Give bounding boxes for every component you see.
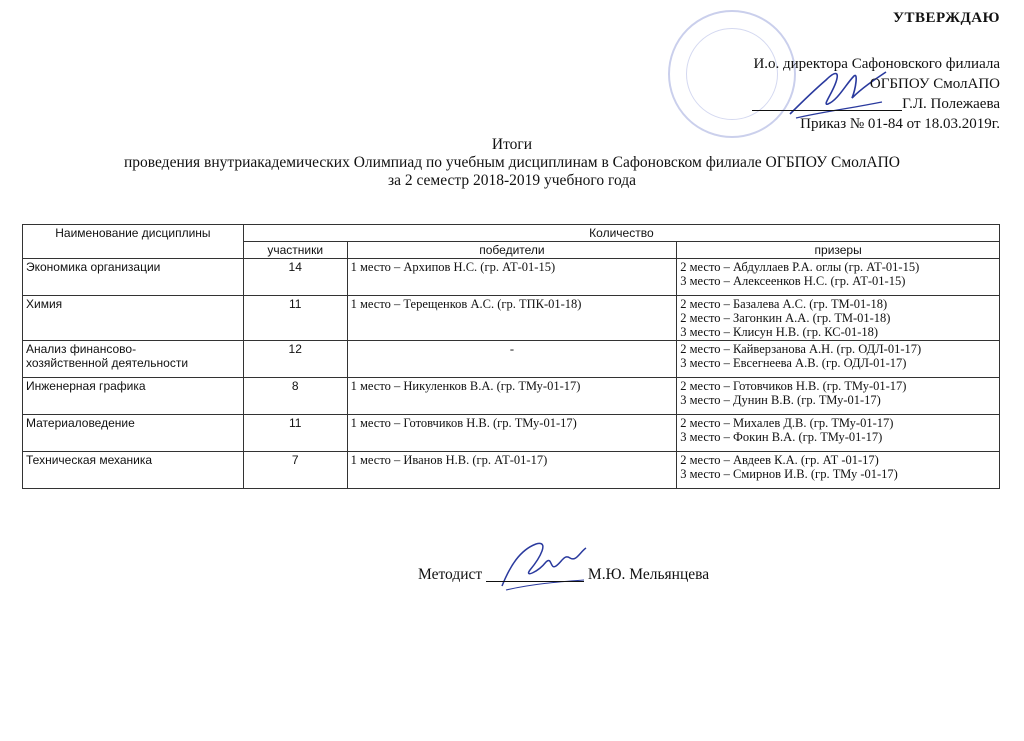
approval-order: Приказ № 01-84 от 18.03.2019г. <box>800 116 1000 132</box>
cell-participants: 8 <box>243 378 347 415</box>
cell-winners <box>347 259 677 296</box>
approval-signer: Г.Л. Полежаева <box>902 96 1000 112</box>
discipline-line: Анализ финансово- <box>26 342 137 356</box>
cell-prizewinners <box>677 341 1000 378</box>
table-row <box>23 296 1000 341</box>
prizewinner-entry: 3 место – Евсегнеева А.В. (гр. ОДЛ-01-17) <box>680 356 907 370</box>
winner-entry: 1 место – Никуленков В.А. (гр. ТМу-01-17) <box>350 379 581 393</box>
cell-prizewinners <box>677 415 1000 452</box>
cell-discipline: Химия <box>23 296 244 341</box>
cell-discipline: Техническая механика <box>23 452 244 489</box>
prizewinner-entry: 2 место – Абдуллаев Р.А. оглы (гр. АТ-01-15) <box>680 260 920 274</box>
cell-prizewinners <box>677 296 1000 341</box>
cell-participants: 11 <box>243 415 347 452</box>
header-discipline: Наименование дисциплины <box>23 225 244 259</box>
table-row <box>23 259 1000 296</box>
cell-participants: 14 <box>243 259 347 296</box>
prizewinner-entry: 2 место – Михалев Д.В. (гр. ТМу-01-17) <box>680 416 894 430</box>
winner-entry: - <box>509 342 515 356</box>
results-table <box>22 224 1000 489</box>
cell-discipline <box>23 341 244 378</box>
prizewinner-entry: 2 место – Готовчиков Н.В. (гр. ТМу-01-17) <box>680 379 907 393</box>
prizewinner-entry: 3 место – Алексеенков Н.С. (гр. АТ-01-15) <box>680 274 906 288</box>
table-row <box>23 452 1000 489</box>
table-header-row <box>23 225 1000 242</box>
approval-org: ОГБПОУ СмолАПО <box>869 76 1000 92</box>
prizewinner-entry: 3 место – Фокин В.А. (гр. ТМу-01-17) <box>680 430 883 444</box>
table-row <box>23 341 1000 378</box>
table-row <box>23 378 1000 415</box>
header-prizewinners: призеры <box>677 242 1000 259</box>
cell-winners <box>347 378 677 415</box>
cell-discipline: Экономика организации <box>23 259 244 296</box>
cell-prizewinners <box>677 259 1000 296</box>
cell-participants: 11 <box>243 296 347 341</box>
cell-winners <box>347 296 677 341</box>
cell-winners <box>347 452 677 489</box>
cell-participants: 12 <box>243 341 347 378</box>
cell-winners <box>347 415 677 452</box>
cell-discipline: Инженерная графика <box>23 378 244 415</box>
title-line-3: за 2 семестр 2018-2019 учебного года <box>387 172 637 189</box>
signature-blank <box>486 581 584 582</box>
winner-entry: 1 место – Архипов Н.С. (гр. АТ-01-15) <box>350 260 556 274</box>
winner-entry: 1 место – Терещенков А.С. (гр. ТПК-01-18) <box>350 297 582 311</box>
cell-participants: 7 <box>243 452 347 489</box>
approval-position: И.о. директора Сафоновского филиала <box>753 56 1000 72</box>
footer-signature-line <box>418 566 709 584</box>
title-line-1: Итоги <box>491 136 533 153</box>
cell-discipline: Материаловедение <box>23 415 244 452</box>
cell-winners <box>347 341 677 378</box>
cell-prizewinners <box>677 378 1000 415</box>
footer-role: Методист <box>418 566 483 583</box>
prizewinner-entry: 2 место – Кайверзанова А.Н. (гр. ОДЛ-01-17) <box>680 342 922 356</box>
prizewinner-entry: 3 место – Клисун Н.В. (гр. КС-01-18) <box>680 325 879 339</box>
header-winners: победители <box>347 242 677 259</box>
prizewinner-entry: 3 место – Дунин В.В. (гр. ТМу-01-17) <box>680 393 881 407</box>
header-participants: участники <box>243 242 347 259</box>
title-line-2: проведения внутриакадемических Олимпиад по учебным дисциплинам в Сафоновском филиале ОГБПОУ СмолАПО <box>123 154 900 171</box>
discipline-line: хозяйственной деятельности <box>26 356 189 370</box>
cell-prizewinners <box>677 452 1000 489</box>
approval-heading: УТВЕРЖДАЮ <box>892 10 1000 26</box>
winner-entry: 1 место – Готовчиков Н.В. (гр. ТМу-01-17) <box>350 416 577 430</box>
prizewinner-entry: 2 место – Авдеев К.А. (гр. АТ -01-17) <box>680 453 879 467</box>
prizewinner-entry: 2 место – Загонкин А.А. (гр. ТМ-01-18) <box>680 311 891 325</box>
methodist-signature <box>496 536 592 594</box>
table-body <box>23 259 1000 489</box>
prizewinner-entry: 2 место – Базалева А.С. (гр. ТМ-01-18) <box>680 297 888 311</box>
prizewinner-entry: 3 место – Смирнов И.В. (гр. ТМу -01-17) <box>680 467 898 481</box>
footer-name: М.Ю. Мельянцева <box>587 566 710 583</box>
header-quantity: Количество <box>243 225 999 242</box>
document-title <box>0 136 1024 190</box>
winner-entry: 1 место – Иванов Н.В. (гр. АТ-01-17) <box>350 453 548 467</box>
approval-block <box>670 8 1000 134</box>
table-row <box>23 415 1000 452</box>
